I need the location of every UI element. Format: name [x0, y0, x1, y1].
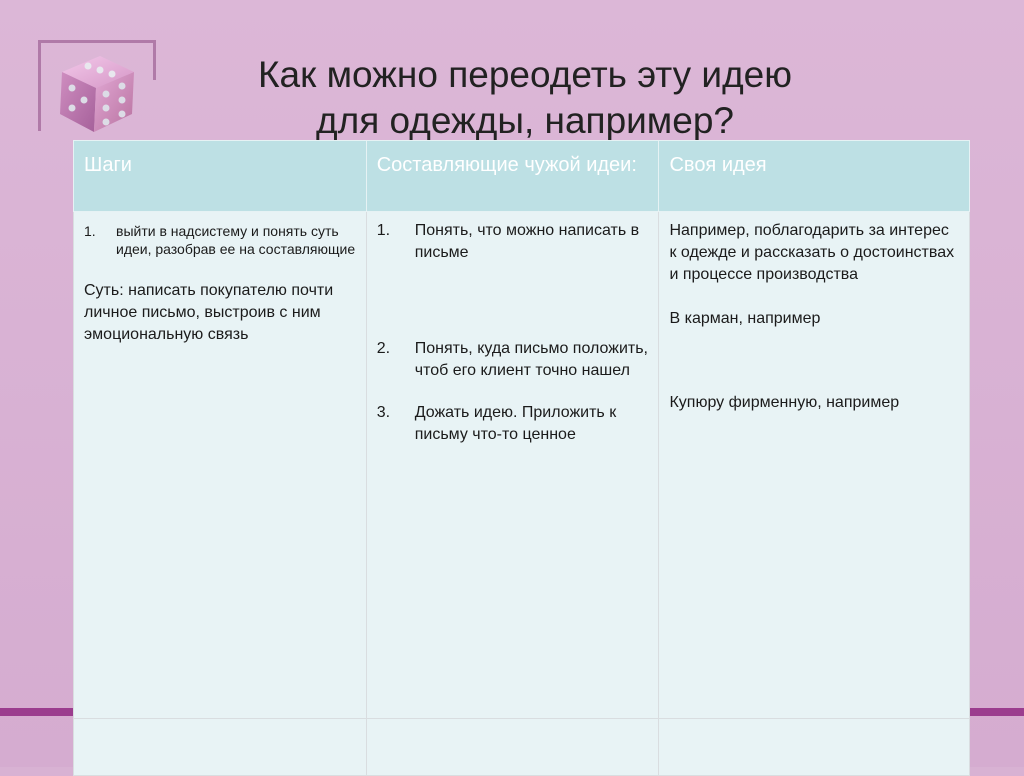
- title-line-2: для одежды, например?: [316, 100, 734, 141]
- list-item: [377, 220, 649, 264]
- own-idea-text: В карман, например: [669, 310, 821, 327]
- steps-cell: [74, 212, 367, 719]
- list-number: 1.: [376, 222, 391, 239]
- own-idea-cell: [659, 212, 970, 719]
- decorative-stripe-right: [968, 708, 1024, 716]
- decorative-stripe-left: [0, 708, 74, 716]
- ideas-table: [73, 140, 970, 776]
- list-item: [377, 402, 649, 446]
- header-own-idea: Своя идея: [659, 141, 970, 212]
- list-text: Понять, куда письмо положить, чтоб его клиент точно нашел: [414, 340, 648, 379]
- list-number: 2.: [376, 340, 391, 357]
- header-steps: Шаги: [74, 141, 367, 212]
- table-row: [74, 212, 970, 719]
- list-text: Понять, что можно написать в письме: [414, 222, 640, 261]
- list-number: 1.: [84, 223, 96, 239]
- list-item: [377, 338, 649, 382]
- list-text: Дожать идею. Приложить к письму что-то ценное: [414, 404, 617, 443]
- list-text: выйти в надсистему и понять суть идеи, разобрав ее на составляющие: [116, 223, 356, 257]
- header-components: Составляющие чужой идеи:: [366, 141, 659, 212]
- title-line-1: Как можно переодеть эту идею: [257, 54, 792, 95]
- own-idea-text: Купюру фирменную, например: [669, 394, 900, 411]
- essence-text: Суть: написать покупателю почти личное письмо, выстроив с ним эмоциональную связь: [84, 282, 334, 343]
- dice-icon: [48, 42, 144, 138]
- components-cell: [366, 212, 659, 719]
- own-idea-text: Например, поблагодарить за интерес к одежде и рассказать о достоинствах и процессе производства: [669, 222, 955, 283]
- slide-title: [180, 52, 870, 144]
- list-number: 3.: [376, 404, 391, 421]
- list-item: [84, 222, 356, 258]
- table-header-row: [74, 141, 970, 212]
